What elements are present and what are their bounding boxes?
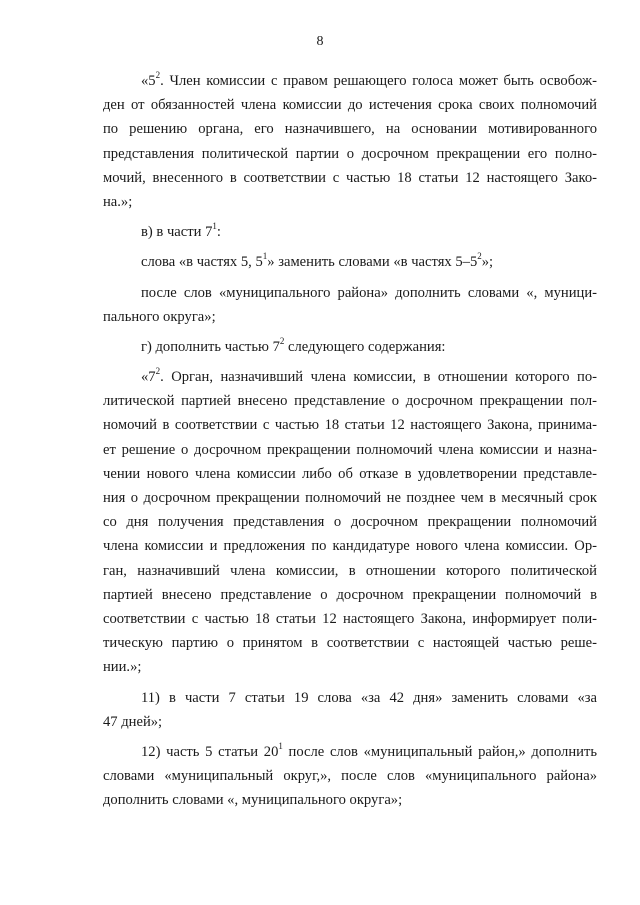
text-run: номочий в соответствии с частью 18 статьи 12 настоящего Закона, принима- — [103, 417, 597, 434]
document-body — [103, 69, 597, 818]
text-line — [103, 462, 597, 486]
text-line — [103, 281, 597, 305]
text-run: по решению органа, его назначившего, на основании мотивированного — [103, 121, 597, 138]
text-run: партией внесено представление о досрочном прекращении полномочий в — [103, 586, 597, 603]
text-run: в) в части 7 — [141, 224, 213, 241]
paragraph — [103, 365, 597, 679]
text-line — [103, 220, 597, 244]
text-line — [103, 607, 597, 631]
superscript: 1 — [278, 741, 283, 752]
text-run: словами «муниципальный округ,», после слов «муниципального района» — [103, 768, 597, 785]
text-line — [103, 764, 597, 788]
text-run: нии.»; — [103, 659, 142, 676]
text-line — [103, 686, 597, 710]
text-run: пального округа»; — [103, 308, 216, 325]
paragraph — [103, 220, 597, 244]
text-line — [103, 740, 597, 764]
text-run: члена комиссии и предложения по кандидатуре нового члена комиссии. Ор- — [103, 538, 597, 555]
text-run: ган, назначивший члена комиссии, в отношении которого политической — [103, 562, 597, 579]
text-line — [103, 438, 597, 462]
paragraph — [103, 69, 597, 214]
text-line — [103, 534, 597, 558]
text-run: 11) в части 7 статьи 19 слова «за 42 дня» заменить словами «за — [141, 689, 597, 706]
text-run: ния о досрочном прекращении полномочий не позднее чем в месячный срок — [103, 490, 597, 506]
text-run: представления политической партии о досрочном прекращении его полно- — [103, 145, 597, 162]
text-run: : — [216, 224, 221, 241]
text-line — [103, 335, 597, 359]
page-number: 8 — [316, 34, 324, 49]
text-run: мочий, внесенного в соответствии с частью 18 статьи 12 настоящего Зако- — [103, 169, 597, 186]
text-run: «5 — [141, 73, 156, 89]
text-run: следующего содержания: — [284, 338, 446, 355]
text-line — [103, 413, 597, 437]
text-line — [103, 510, 597, 534]
superscript: 2 — [155, 366, 161, 377]
text-run: ет решение о досрочном прекращении полномочий члена комиссии и назна- — [103, 441, 597, 458]
text-line — [103, 583, 597, 607]
text-line — [103, 655, 597, 679]
text-line — [103, 788, 597, 812]
text-line — [103, 305, 597, 329]
text-line — [103, 559, 597, 583]
text-run: г) дополнить частью 7 — [141, 338, 280, 355]
text-line — [103, 69, 597, 93]
paragraph-gap — [103, 812, 597, 818]
paragraph — [103, 281, 597, 329]
text-run: тическую партию о принятом в соответствии с настоящей частью реше- — [103, 635, 597, 652]
paragraph — [103, 686, 597, 734]
text-line — [103, 389, 597, 413]
text-run: 12) часть 5 статьи 20 — [141, 743, 279, 760]
paragraph — [103, 740, 597, 813]
paragraph — [103, 335, 597, 359]
text-run: »; — [481, 254, 494, 271]
text-line — [103, 142, 597, 166]
text-run: дополнить словами «, муниципального округа»; — [103, 792, 403, 809]
text-line — [103, 93, 597, 117]
text-line — [103, 166, 597, 190]
text-run: » заменить словами «в частях 5–5 — [267, 254, 478, 271]
text-run: слова «в частях 5, 5 — [141, 254, 263, 271]
text-run: на.»; — [103, 193, 133, 210]
text-run: чении нового члена комиссии либо об отказе в удовлетворении представле- — [103, 465, 597, 482]
text-run: 47 дней»; — [103, 713, 163, 730]
superscript: 2 — [477, 251, 482, 262]
text-run: литической партией внесено представление о досрочном прекращении пол- — [103, 393, 597, 410]
superscript: 2 — [155, 70, 161, 81]
text-line — [103, 250, 597, 274]
text-run: «7 — [141, 369, 156, 386]
text-run: . Орган, назначивший члена комиссии, в отношении которого по- — [160, 369, 597, 386]
text-line — [103, 631, 597, 655]
text-line — [103, 190, 597, 214]
superscript: 1 — [262, 251, 268, 262]
text-run: ден от обязанностей члена комиссии до истечения срока своих полномочий — [103, 97, 597, 114]
text-run: . Член комиссии с правом решающего голоса может быть освобож- — [160, 73, 597, 89]
text-run: со дня получения представления о досрочном прекращении полномочий — [103, 514, 597, 531]
text-line — [103, 365, 597, 389]
text-line — [103, 486, 597, 510]
text-run: соответствии с частью 18 статьи 12 настоящего Закона, информирует поли- — [103, 610, 597, 627]
superscript: 2 — [279, 336, 285, 347]
superscript: 1 — [212, 221, 217, 232]
text-run: после слов «муниципального района» дополнить словами «, муници- — [141, 284, 597, 301]
paragraph — [103, 250, 597, 274]
text-run: после слов «муниципальный район,» дополнить — [282, 743, 597, 760]
text-line — [103, 117, 597, 141]
text-line — [103, 710, 597, 734]
